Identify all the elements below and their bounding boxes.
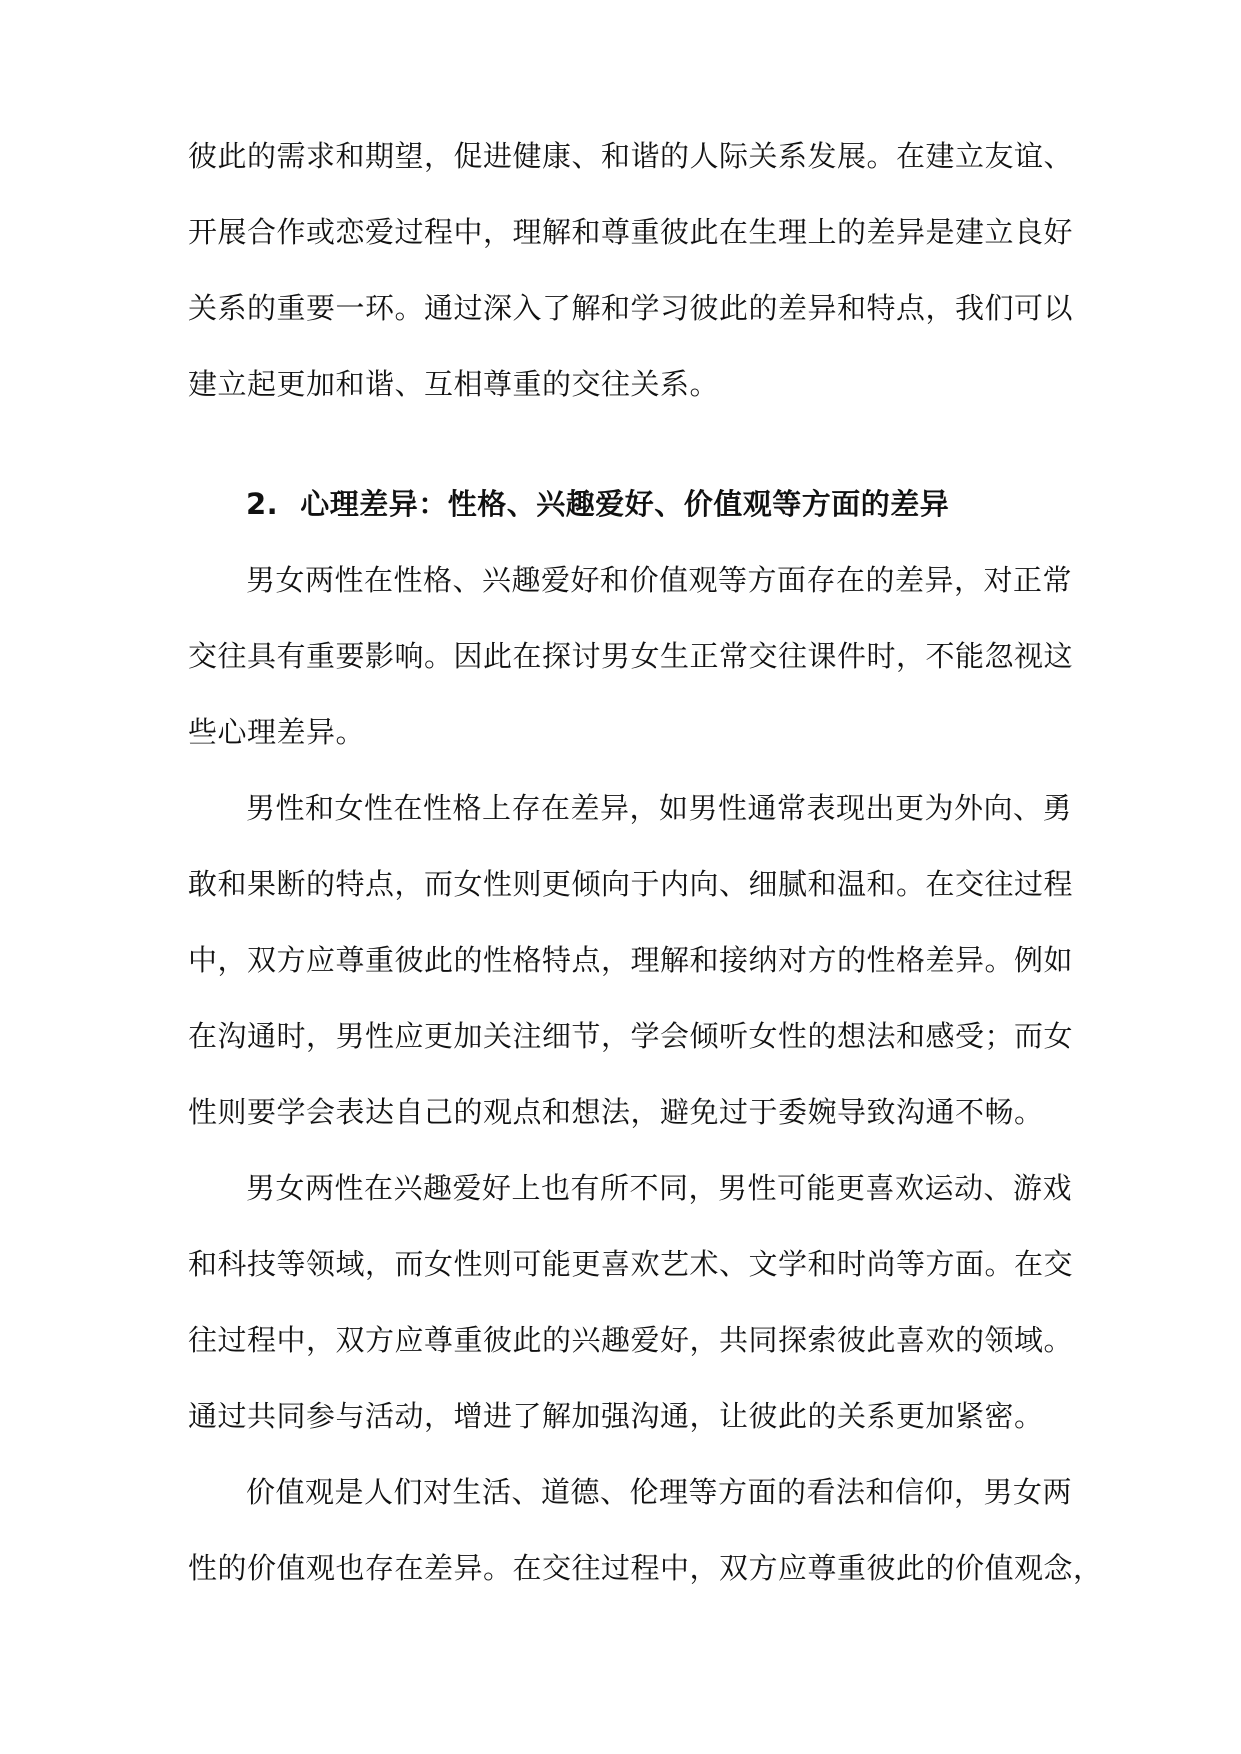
paragraph-line: 价值观是人们对生活、道德、伦理等方面的看法和信仰，男女两 <box>246 1475 1073 1509</box>
paragraph-line: 交往具有重要影响。因此在探讨男女生正常交往课件时，不能忽视这 <box>188 639 1074 673</box>
paragraph-line: 建立起更加和谐、互相尊重的交往关系。 <box>188 367 720 401</box>
paragraph-line: 男性和女性在性格上存在差异，如男性通常表现出更为外向、勇 <box>246 791 1073 825</box>
paragraph-line: 和科技等领域，而女性则可能更喜欢艺术、文学和时尚等方面。在交 <box>188 1247 1074 1281</box>
paragraph-line: 往过程中，双方应尊重彼此的兴趣爱好，共同探索彼此喜欢的领域。 <box>188 1323 1074 1357</box>
paragraph-line: 男女两性在兴趣爱好上也有所不同，男性可能更喜欢运动、游戏 <box>246 1171 1073 1205</box>
paragraph-line: 开展合作或恋爱过程中，理解和尊重彼此在生理上的差异是建立良好 <box>188 215 1074 249</box>
paragraph-line: 些心理差异。 <box>188 715 366 749</box>
paragraph-line: 敢和果断的特点，而女性则更倾向于内向、细腻和温和。在交往过程 <box>188 867 1074 901</box>
section-number: 2. <box>246 487 279 521</box>
paragraph-line: 男女两性在性格、兴趣爱好和价值观等方面存在的差异，对正常 <box>246 563 1073 597</box>
paragraph-line: 性的价值观也存在差异。在交往过程中，双方应尊重彼此的价值观念， <box>188 1551 1103 1585</box>
section-heading <box>246 484 1046 524</box>
paragraph-line: 彼此的需求和期望，促进健康、和谐的人际关系发展。在建立友谊、 <box>188 139 1074 173</box>
paragraph-line: 通过共同参与活动，增进了解加强沟通，让彼此的关系更加紧密。 <box>188 1399 1044 1433</box>
paragraph-line: 性则要学会表达自己的观点和想法，避免过于委婉导致沟通不畅。 <box>188 1095 1044 1129</box>
paragraph-line: 中，双方应尊重彼此的性格特点，理解和接纳对方的性格差异。例如 <box>188 943 1074 977</box>
paragraph-line: 关系的重要一环。通过深入了解和学习彼此的差异和特点，我们可以 <box>188 291 1074 325</box>
paragraph-line: 在沟通时，男性应更加关注细节，学会倾听女性的想法和感受；而女 <box>188 1019 1074 1053</box>
section-title: 心理差异：性格、兴趣爱好、价值观等方面的差异 <box>300 487 950 521</box>
